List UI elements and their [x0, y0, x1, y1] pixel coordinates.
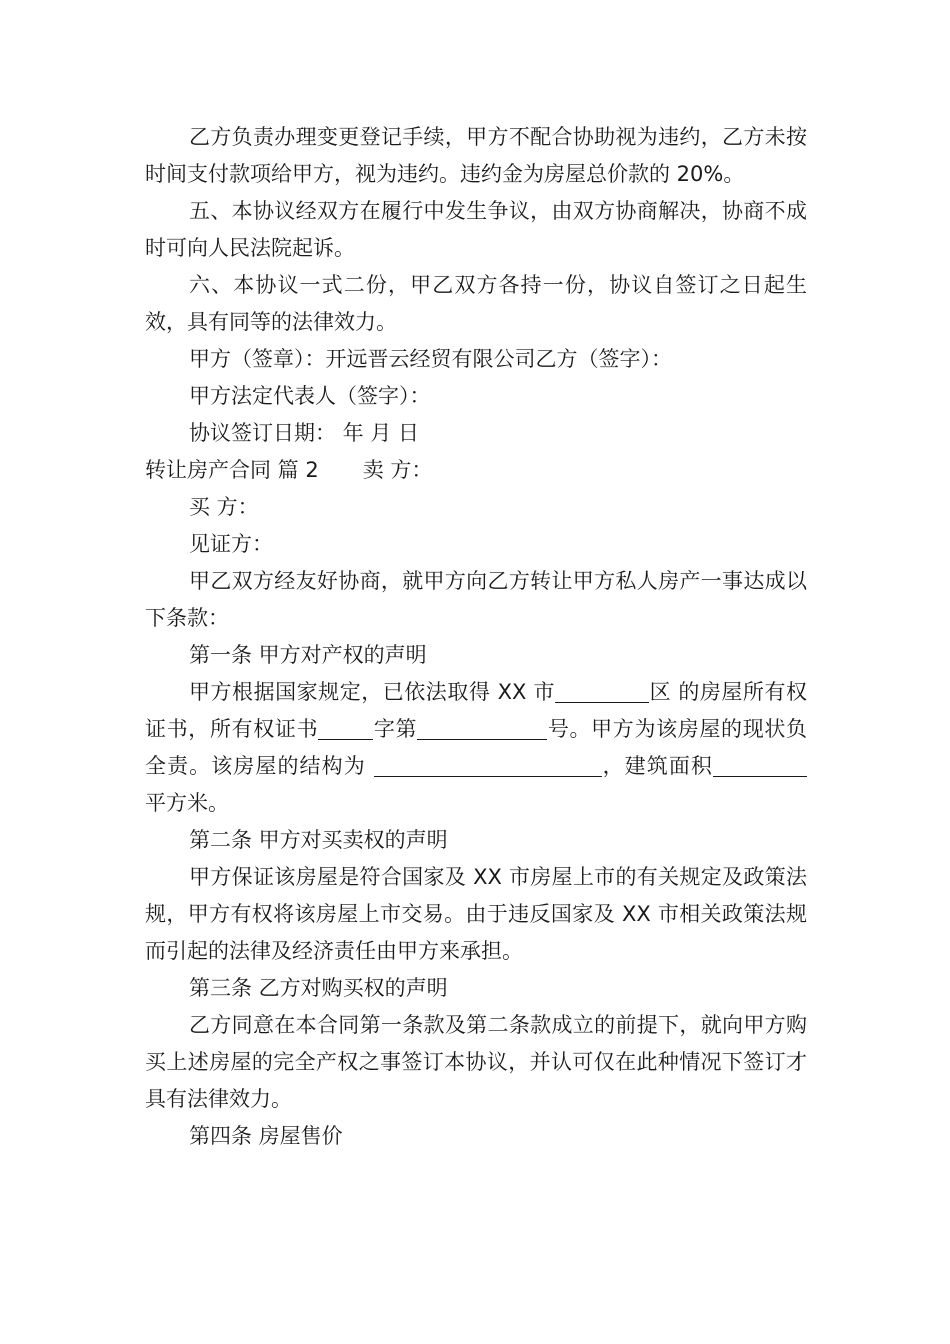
article3-title: 第三条 乙方对购买权的声明: [189, 976, 448, 1000]
signing-date-line: 协议签订日期： 年 月 日: [189, 421, 420, 445]
seller-label: 卖 方：: [362, 458, 433, 482]
blank-certificate-prefix: [318, 715, 373, 740]
blank-structure: [374, 752, 602, 777]
paragraph-breach: 乙方负责办理变更登记手续，甲方不配合协助视为违约，乙方未按时间支付款项给甲方，视为违约。违约金为房屋总价款的 20%。: [145, 125, 807, 186]
blank-certificate-number: [417, 715, 547, 740]
article1-text-1: 甲方根据国家规定，已依法取得 XX 市: [189, 680, 556, 704]
article1-text-3: 字第: [373, 717, 418, 741]
article1-body: [145, 674, 807, 822]
blank-floor-area: [713, 752, 743, 777]
buyer-label: 买 方：: [189, 495, 259, 519]
paragraph-intro: 甲乙双方经友好协商，就甲方向乙方转让甲方私人房产一事达成以下条款：: [145, 569, 807, 630]
article4-title: 第四条 房屋售价: [189, 1124, 343, 1148]
section2-heading-row: [145, 452, 807, 489]
witness-label: 见证方：: [189, 532, 273, 556]
signature-line-representative: 甲方法定代表人（签字）：: [189, 384, 431, 408]
article1-text-6: 平方米。: [145, 791, 229, 815]
blank-district: [555, 678, 649, 703]
signature-line-parties: 甲方（签章）：开远晋云经贸有限公司乙方（签字）：: [189, 347, 672, 371]
document-body: [145, 119, 807, 1155]
paragraph-dispute: 五、本协议经双方在履行中发生争议，由双方协商解决，协商不成时可向人民法院起诉。: [145, 199, 807, 260]
article3-body: 乙方同意在本合同第一条款及第二条款成立的前提下，就向甲方购买上述房屋的完全产权之事签订本协议，并认可仅在此种情况下签订才具有法律效力。: [145, 1013, 807, 1111]
article2-title: 第二条 甲方对买卖权的声明: [189, 828, 448, 852]
blank-floor-area-continued: [743, 752, 807, 777]
article1-text-5: ，建筑面积: [601, 754, 713, 778]
paragraph-copies: 六、本协议一式二份，甲乙双方各持一份，协议自签订之日起生效，具有同等的法律效力。: [145, 273, 807, 334]
article1-title: 第一条 甲方对产权的声明: [189, 643, 427, 667]
section-title: 转让房产合同 篇 2: [145, 458, 319, 482]
article1-text-4: 号。甲方为该房屋的现状负全责。该房屋的结构为: [145, 717, 808, 778]
article2-body: 甲方保证该房屋是符合国家及 XX 市房屋上市的有关规定及政策法规，甲方有权将该房屋上市交易。由于违反国家及 XX 市相关政策法规而引起的法律及经济责任由甲方来承担。: [145, 865, 807, 963]
article1-text-2: 区 的房屋所有权证书，所有权证书: [145, 680, 807, 741]
